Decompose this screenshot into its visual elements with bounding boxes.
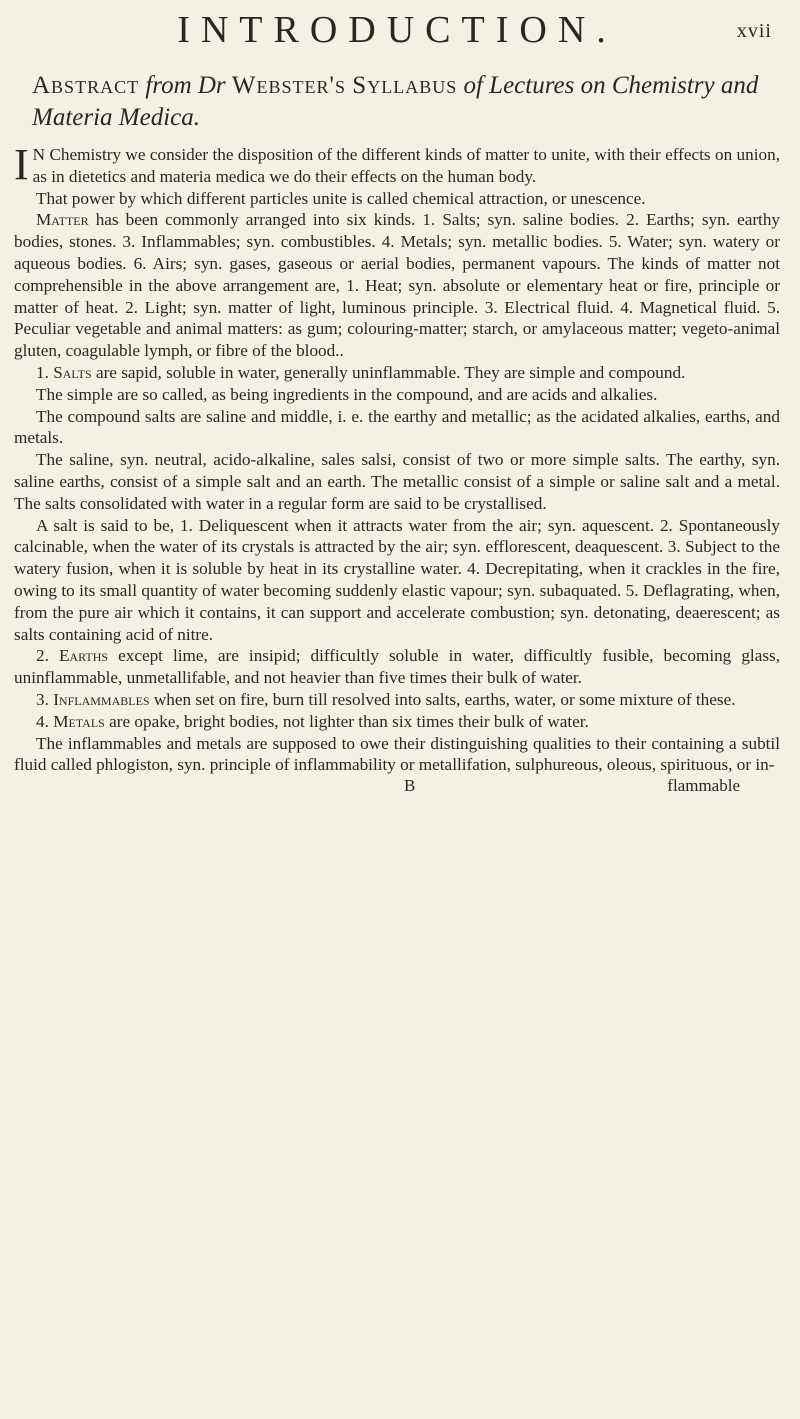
lead-term: Inflammables <box>53 689 150 709</box>
lead-term: Metals <box>53 711 105 731</box>
paragraph-text: The compound salts are saline and middle, i. e. the earthy and metallic; as the acidated alkalies, earths, and metals. <box>14 406 780 448</box>
paragraph-number: 1. <box>36 362 49 382</box>
paragraph <box>14 406 780 450</box>
paragraph-text: except lime, are insipid; difficultly soluble in water, difficultly fusible, becoming glass, uninflammable, unmetallifable, and not heavier than five times their bulk of water. <box>14 646 780 688</box>
drop-capital: I <box>14 140 29 189</box>
running-title: INTRODUCTION. <box>177 9 617 51</box>
section-heading <box>32 70 780 134</box>
body-text <box>14 140 781 776</box>
paragraph-text: That power by which different particles unite is called chemical attraction, or unescence. <box>36 188 646 208</box>
paragraph-text: when set on fire, burn till resolved into salts, earths, water, or some mixture of these. <box>153 689 736 709</box>
heading-abstract: Abstract <box>32 72 140 99</box>
paragraph <box>14 362 780 384</box>
lead-term: Salts <box>53 362 92 382</box>
running-head <box>14 0 780 70</box>
paragraph-text: are sapid, soluble in water, generally uninflammable. They are simple and compound. <box>95 362 686 382</box>
paragraph <box>14 209 780 362</box>
heading-from: from Dr <box>145 72 226 99</box>
paragraph <box>14 140 780 189</box>
page-footer <box>14 776 780 800</box>
paragraph-text: A salt is said to be, 1. Deliquescent when it attracts water from the air; syn. aquescent. 2. Spontaneously calcinable, when the water of its crystals is attracted by the air; syn. efflorescent, deaquescent. 3. Subject to the watery fusion, when it is soluble by heat in its crystalline water. 4. Decrepitating, when it crackles in the fire, owing to its small quantity of water becoming suddenly elastic vapour; syn. subaquated. 5. Deflagrating, when, from the pure air which it contains, it can support and accelerate combustion; syn. detonating, deaerescent; as salts containing acid of nitre. <box>14 515 780 644</box>
paragraph-number: 2. <box>36 646 49 666</box>
paragraph-text: has been commonly arranged into six kinds. 1. Salts; syn. saline bodies. 2. Earths; syn. earthy bodies, stones. 3. Inflammables; syn. combustibles. 4. Metals; syn. metallic bodies. 5. Water; syn. watery or aqueous bodies. 6. Airs; syn. gases, gaseous or aerial bodies, permanent vapours. The kinds of matter not comprehensible in the above arrangement are, 1. Heat; syn. absolute or elementary heat or fire, principle or matter of heat. 2. Light; syn. matter of light, luminous principle. 3. Electrical fluid. 4. Magnetical fluid. 5. Peculiar vegetable and animal matters: as gum; colouring-matter; starch, or amylaceous matter; vegeto-animal gluten, coagulable lymph, or fibre of the blood.. <box>14 210 781 361</box>
paragraph <box>14 689 780 711</box>
paragraph <box>14 711 780 733</box>
heading-author: Webster's <box>231 72 347 99</box>
heading-rest: of Lectures on Chemistry and Materia Medica. <box>32 72 759 131</box>
paragraph-text: The saline, syn. neutral, acido-alkaline, sales salsi, consist of two or more simple salts. The earthy, syn. saline earths, consist of a simple salt and an earth. The metallic consist of a simple or saline salt and a metal. The salts consolidated with water in a regular form are said to be crystallised. <box>14 450 780 513</box>
paragraph-text: The inflammables and metals are supposed to owe their distinguishing qualities to their containing a subtil fluid called phlogiston, syn. principle of inflammability or metallifation, sulphureous, oleous, spirituous, or in- <box>14 733 780 775</box>
lead-term: Earths <box>58 646 109 666</box>
page-number: xvii <box>736 20 772 42</box>
lead-term: Matter <box>36 210 89 230</box>
paragraph <box>14 733 780 777</box>
paragraph-text: N Chemistry we consider the disposition of the different kinds of matter to unite, with their effects on union, as in dietetics and materia medica we do their effects on the human body. <box>32 145 780 186</box>
paragraph <box>14 449 780 514</box>
paragraph <box>14 384 780 406</box>
paragraph <box>14 645 780 689</box>
paragraph-text: are opake, bright bodies, not lighter than six times their bulk of water. <box>109 711 589 731</box>
heading-syllabus: Syllabus <box>352 72 458 99</box>
paragraph-text: The simple are so called, as being ingredients in the compound, and are acids and alkalies. <box>36 384 658 404</box>
paragraph <box>14 188 780 210</box>
signature-mark: B <box>404 776 416 796</box>
paragraph <box>14 515 780 646</box>
paragraph-number: 3. <box>36 689 49 709</box>
catchword: flammable <box>667 776 740 796</box>
paragraph-number: 4. <box>36 711 49 731</box>
